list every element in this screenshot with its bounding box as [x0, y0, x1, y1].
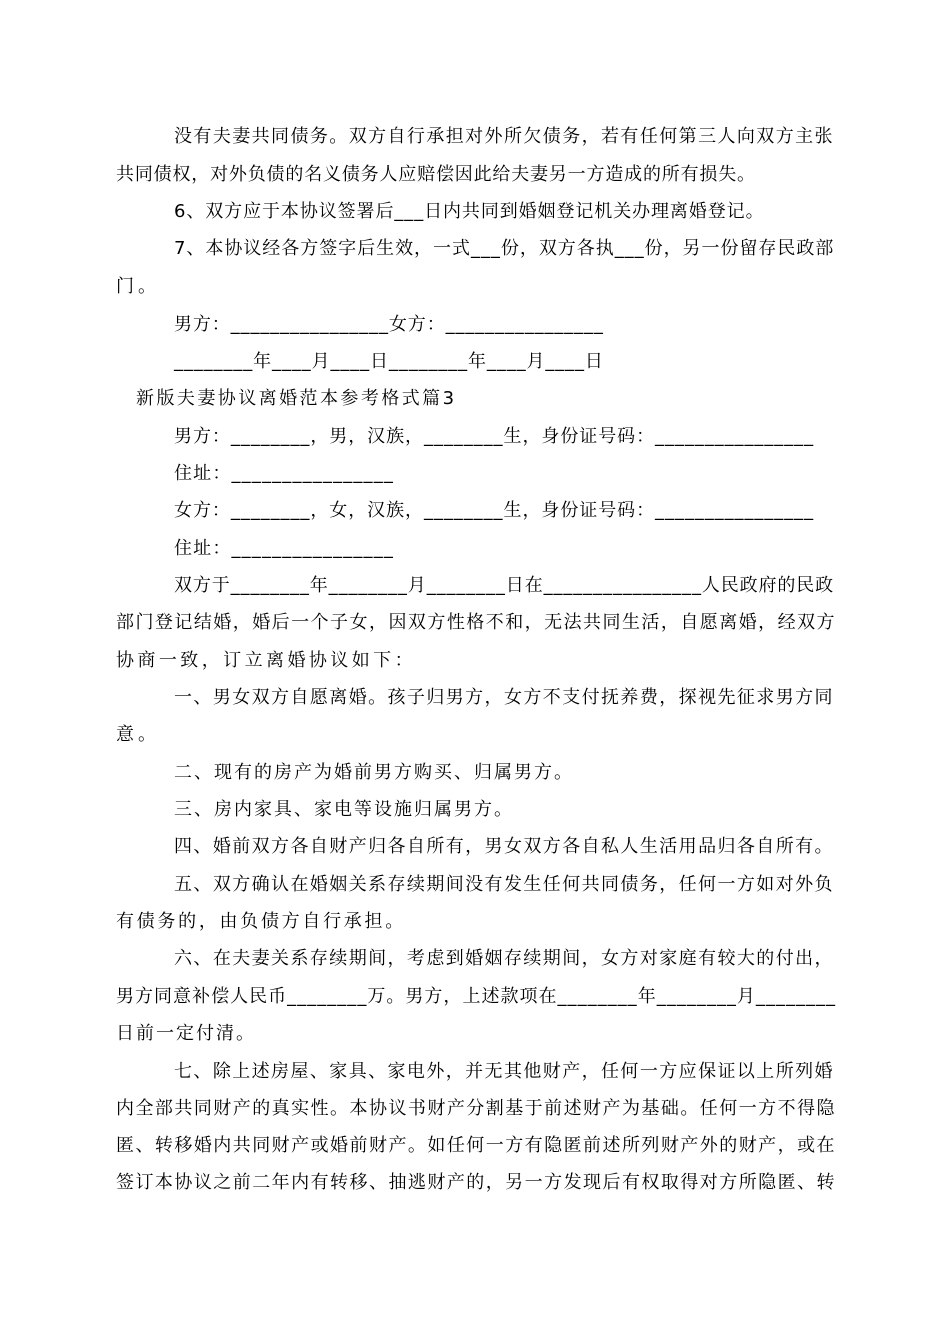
- party-address-line: 住址：________________: [174, 538, 395, 559]
- paragraph-line: 签订本协议之前二年内有转移、抽逃财产的，另一方发现后有权取得对方所隐匿、转: [116, 1172, 837, 1193]
- paragraph-line: 门。: [116, 276, 160, 297]
- paragraph-line: 意。: [116, 724, 160, 745]
- paragraph-line: 一、男女双方自愿离婚。孩子归男方，女方不支付抚养费，探视先征求男方同: [174, 687, 834, 708]
- paragraph-line: 四、婚前双方各自财产归各自所有，男女双方各自私人生活用品归各自所有。: [174, 836, 834, 857]
- paragraph-line: 五、双方确认在婚姻关系存续期间没有发生任何共同债务，任何一方如对外负: [174, 874, 834, 895]
- paragraph-line: 七、除上述房屋、家具、家电外，并无其他财产，任何一方应保证以上所列婚: [174, 1061, 834, 1082]
- paragraph-line: 没有夫妻共同债务。双方自行承担对外所欠债务，若有任何第三人向双方主张: [174, 126, 834, 147]
- paragraph-line: 协商一致，订立离婚协议如下：: [116, 650, 417, 671]
- paragraph-line: 男方同意补偿人民币________万。男方，上述款项在________年________月________: [116, 986, 837, 1007]
- party-address-line: 住址：________________: [174, 463, 395, 484]
- party-info-line: 男方：________，男，汉族，________生，身份证号码：________________: [174, 426, 815, 447]
- paragraph-line: 内全部共同财产的真实性。本协议书财产分割基于前述财产为基础。任何一方不得隐: [116, 1098, 837, 1119]
- paragraph-line: 六、在夫妻关系存续期间，考虑到婚姻存续期间，女方对家庭有较大的付出，: [174, 948, 834, 969]
- paragraph-line: 二、现有的房产为婚前男方购买、归属男方。: [174, 762, 574, 783]
- paragraph-line: 7、本协议经各方签字后生效，一式___份，双方各执___份，另一份留存民政部: [174, 238, 835, 259]
- date-line: ________年____月____日________年____月____日: [174, 351, 604, 372]
- paragraph-line: 6、双方应于本协议签署后___日内共同到婚姻登记机关办理离婚登记。: [174, 201, 765, 222]
- paragraph-line: 有债务的，由负债方自行承担。: [116, 911, 406, 932]
- paragraph-line: 日前一定付清。: [116, 1023, 256, 1044]
- paragraph-line: 匿、转移婚内共同财产或婚前财产。如任何一方有隐匿前述所列财产外的财产，或在: [116, 1135, 837, 1156]
- paragraph-line: 共同债权，对外负债的名义债务人应赔偿因此给夫妻另一方造成的所有损失。: [116, 164, 756, 185]
- paragraph-line: 部门登记结婚，婚后一个子女，因双方性格不和，无法共同生活，自愿离婚，经双方: [116, 612, 837, 633]
- paragraph-line: 双方于________年________月________日在________________人民政府的民政: [174, 575, 835, 596]
- section-title: 新版夫妻协议离婚范本参考格式篇3: [136, 388, 457, 409]
- paragraph-line: 三、房内家具、家电等设施归属男方。: [174, 799, 514, 820]
- party-info-line: 女方：________，女，汉族，________生，身份证号码：________________: [174, 500, 815, 521]
- signature-line: 男方：________________女方：________________: [174, 314, 604, 335]
